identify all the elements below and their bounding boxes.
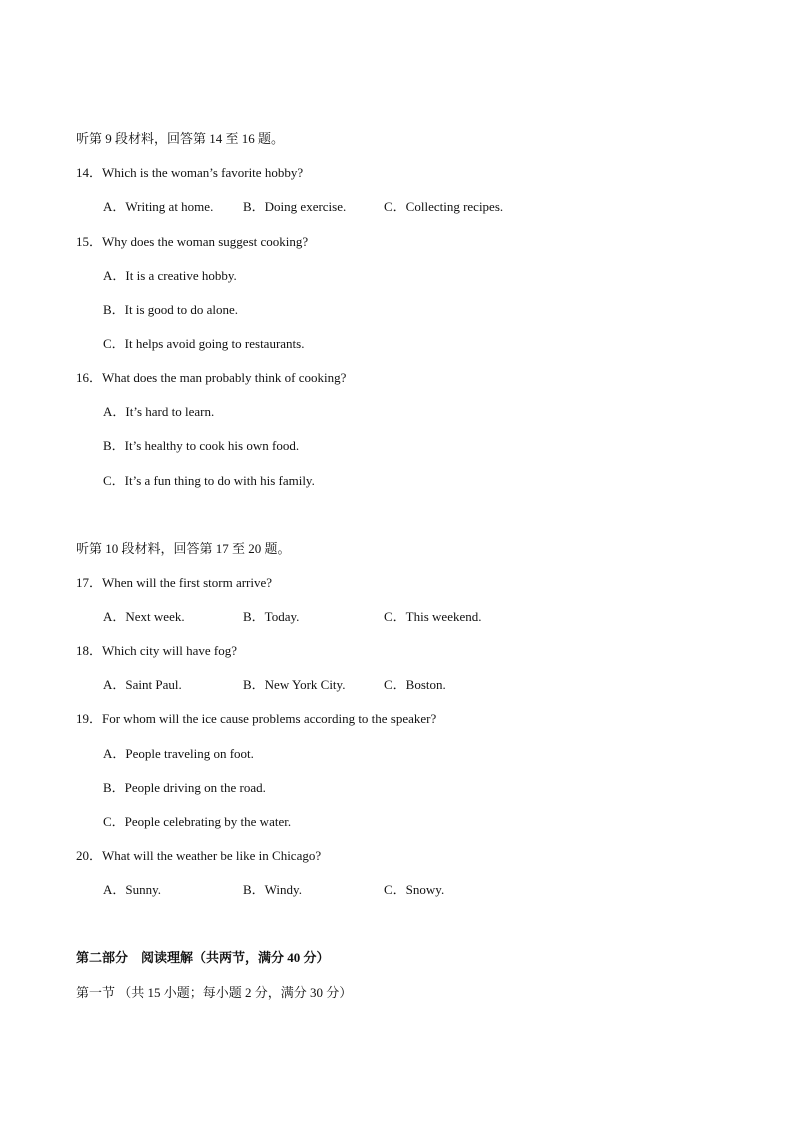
q14-option-b: B．Doing exercise. [243,199,347,214]
q19-option-b: B．People driving on the road. [103,780,266,795]
q18-option-b: B．New York City. [243,677,346,692]
part-2-heading: 第二部分 阅读理解（共两节，满分 40 分） [76,950,330,965]
q18-option-a: A．Saint Paul. [103,677,182,692]
q20-option-c: C．Snowy. [384,882,445,897]
q17-option-a: A．Next week. [103,609,185,624]
section-9-intro: 听第 9 段材料，回答第 14 至 16 题。 [76,131,285,146]
q14-option-c: C．Collecting recipes. [384,199,504,214]
q20-option-b: B．Windy. [243,882,302,897]
part-2-subheading: 第一节 （共 15 小题；每小题 2 分，满分 30 分） [76,985,353,1000]
section-10-intro: 听第 10 段材料，回答第 17 至 20 题。 [76,541,291,556]
q16-option-c: C．It’s a fun thing to do with his family. [103,473,315,488]
question-19: 19．For whom will the ice cause problems according to the speaker? [76,711,437,726]
question-17: 17．When will the first storm arrive? [76,575,273,590]
question-15: 15．Why does the woman suggest cooking? [76,234,309,249]
q19-option-c: C．People celebrating by the water. [103,814,292,829]
q19-option-a: A．People traveling on foot. [103,746,254,761]
q18-option-c: C．Boston. [384,677,446,692]
q17-option-c: C．This weekend. [384,609,482,624]
q16-option-a: A．It’s hard to learn. [103,404,215,419]
q17-option-b: B．Today. [243,609,300,624]
question-16: 16．What does the man probably think of cooking? [76,370,347,385]
q15-option-b: B．It is good to do alone. [103,302,239,317]
q15-option-c: C．It helps avoid going to restaurants. [103,336,305,351]
q16-option-b: B．It’s healthy to cook his own food. [103,438,300,453]
q15-option-a: A．It is a creative hobby. [103,268,237,283]
question-14: 14．Which is the woman’s favorite hobby? [76,165,304,180]
question-20: 20．What will the weather be like in Chicago? [76,848,322,863]
question-18: 18．Which city will have fog? [76,643,238,658]
q20-option-a: A．Sunny. [103,882,162,897]
q14-option-a: A．Writing at home. [103,199,214,214]
